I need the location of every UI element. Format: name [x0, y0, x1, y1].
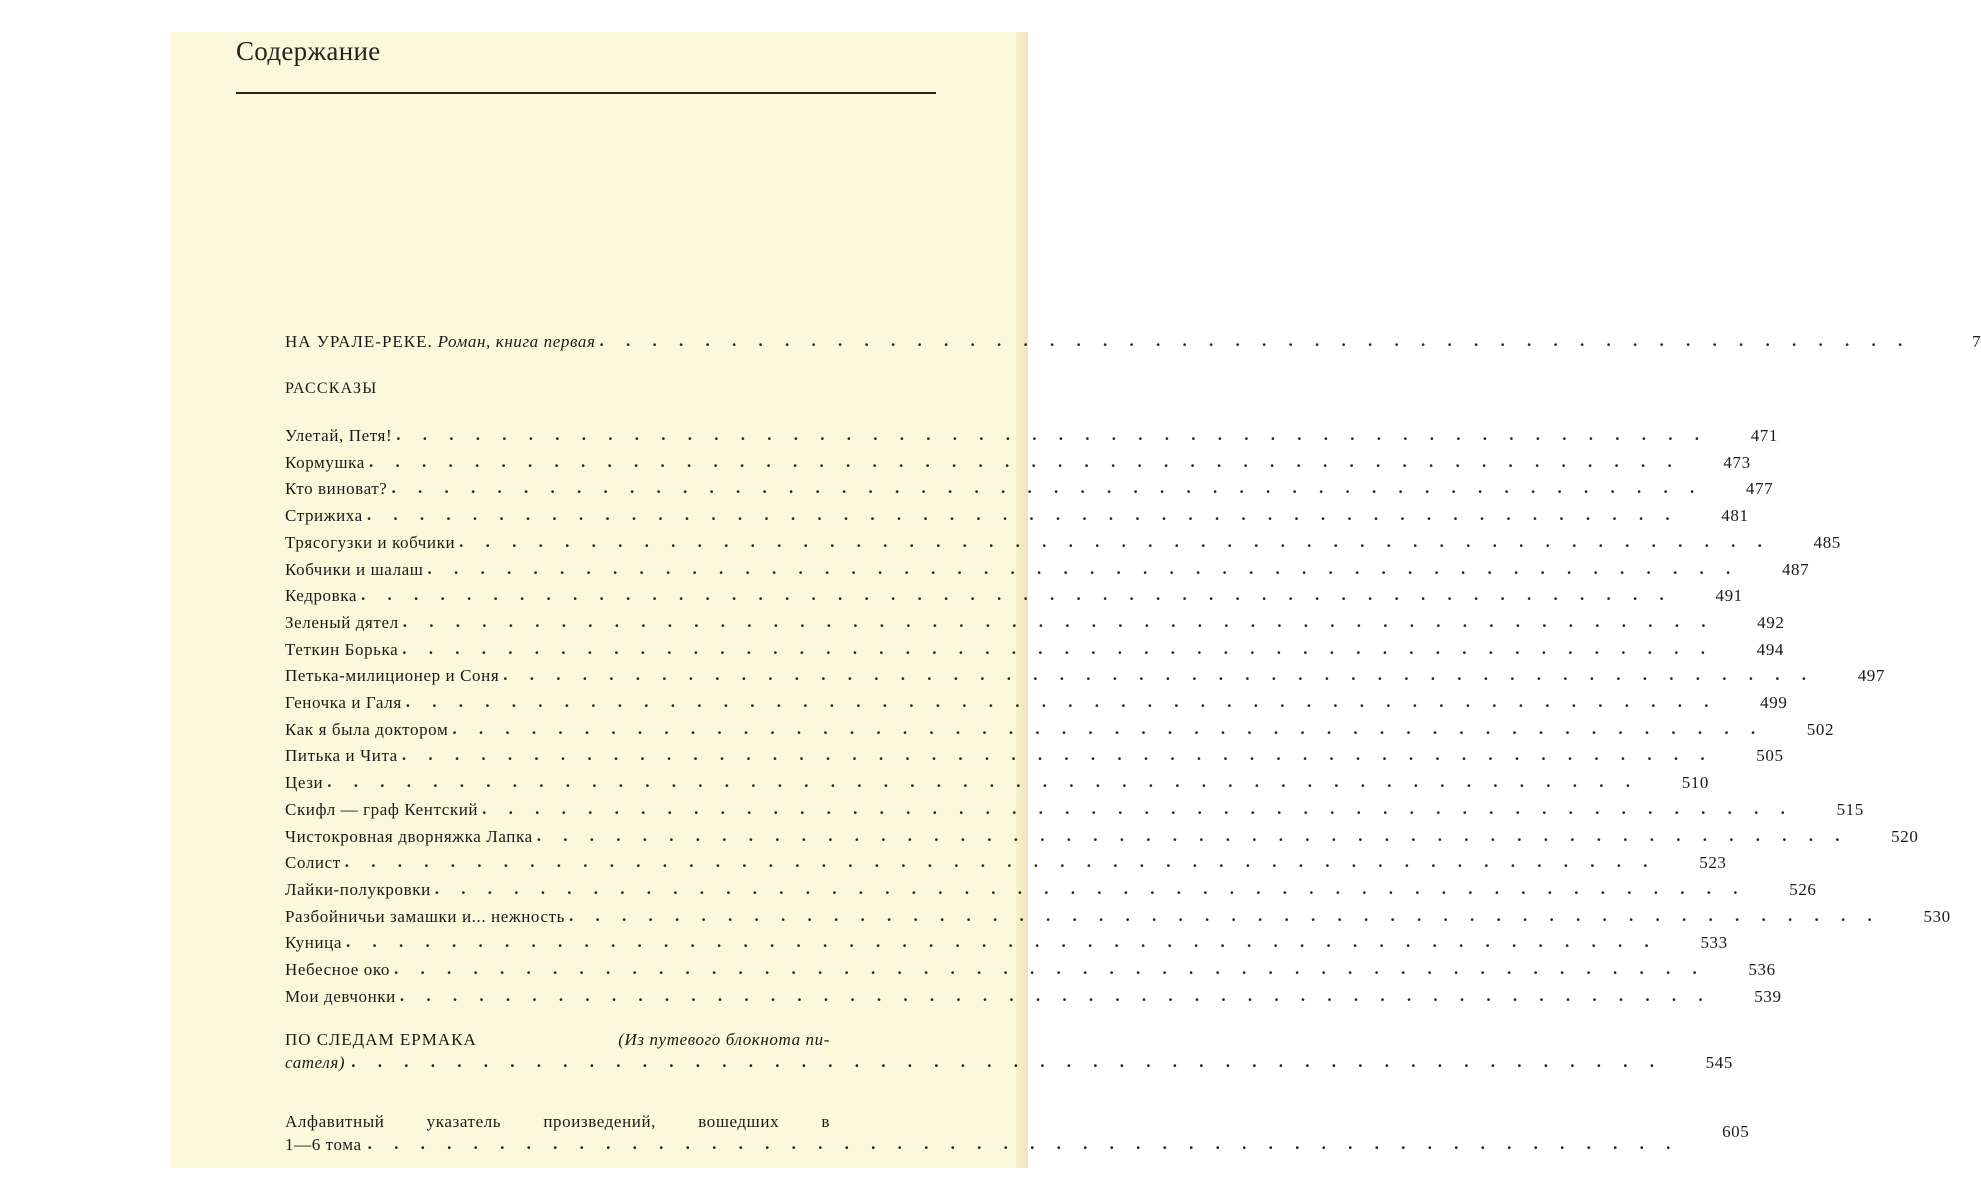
- toc-entry: [285, 981, 1782, 1007]
- toc-entry: [285, 580, 1743, 606]
- page-number: 471: [1750, 426, 1778, 445]
- entry-title: Куница: [285, 933, 342, 953]
- page-number: 545: [1705, 1053, 1733, 1072]
- entry-title: Небесное око: [285, 960, 390, 979]
- page-number: 533: [1700, 933, 1728, 953]
- page-number: 497: [1857, 666, 1885, 686]
- page-number: 523: [1699, 853, 1727, 873]
- leader-dots: . . . . . . . . . . . . . . . . . . . . . . . . . . . . . . . . . . . . . . . . . . . . . . . . . .: [393, 959, 1706, 978]
- toc-entry: [285, 821, 1919, 847]
- page-number: 520: [1891, 826, 1919, 846]
- page-number: 491: [1715, 586, 1743, 606]
- leader-dots: . . . . . . . . . . . . . . . . . . . . . . . . . . . . . . . . . . . . . . . . . . . . . . . . . .: [434, 878, 1747, 898]
- leader-dots: . . . . . . . . . . . . . . . . . . . . . . . . . . . . . . . . . . . . . . . . . . . . . . . . . .: [405, 692, 1718, 711]
- leader-dots: . . . . . . . . . . . . . . . . . . . . . . . . . . . . . . . . . . . . . . . . . . . . . . . . . .: [327, 772, 1639, 792]
- leader-dots: . . . . . . . . . . . . . . . . . . . . . . . . . . . . . . . . . . . . . . . . . . . . . . . . . .: [344, 852, 1657, 872]
- toc-entry: [285, 874, 1817, 900]
- leader-dots: . . . . . . . . . . . . . . . . . . . . . . . . . . . . . . . . . . . . . . . . . . . . . . . . . .: [427, 558, 1740, 578]
- index-word: в: [821, 1112, 830, 1131]
- page-number: 605: [1722, 1122, 1750, 1141]
- travel-subtitle-line2: сателя): [285, 1053, 346, 1072]
- entry-title: Кедровка: [285, 586, 358, 606]
- entry-title: Солист: [285, 853, 341, 873]
- leader-dots: . . . . . . . . . . . . . . . . . . . . . . . . . . . . . . . . . . . . . . . . . . . . . . . . . .: [452, 718, 1765, 738]
- entry-title: Улетай, Петя!: [285, 426, 393, 445]
- entry-title: Кормушка: [285, 452, 365, 472]
- entry-title: Теткин Борька: [285, 639, 399, 659]
- leader-dots: . . . . . . . . . . . . . . . . . . . . . . . . . . . . . . . . . . . . . . . . . . . . . . . . . .: [346, 932, 1658, 952]
- page-number: 510: [1681, 773, 1709, 793]
- leader-dots: . . . . . . . . . . . . . . . . . . . . . . . . . . . . . . . . . . . . . . . . . . . . . . . . . .: [368, 451, 1681, 471]
- leader-dots: . . . . . . . . . . . . . . . . . . . . . . . . . . . . . . . . . . . . . . . . . . . . . . . . . .: [503, 665, 1815, 685]
- toc-entry: [285, 420, 1778, 446]
- index-word: вошедших: [698, 1112, 780, 1131]
- toc-entry: [285, 447, 1751, 473]
- leader-dots: . . . . . . . . . . . . . . . . . . . . . . . . . . . . . . . . . . . . . . . . . . . . . . . . . .: [402, 638, 1715, 658]
- toc-entry: [285, 740, 1784, 766]
- index-word: Алфавитный: [285, 1112, 385, 1131]
- travel-title: ПО СЛЕДАМ ЕРМАКА: [285, 1030, 477, 1049]
- title-rule: [236, 92, 936, 94]
- page-number: 530: [1923, 906, 1951, 926]
- entry-title: Зеленый дятел: [285, 612, 399, 632]
- travel-subtitle-line1: (Из путевого блокнота пи-: [618, 1030, 830, 1049]
- entry-title: Питька и Чита: [285, 746, 398, 766]
- entry-title: Геночка и Галя: [285, 693, 402, 712]
- entry-title: Стрижиха: [285, 506, 363, 526]
- page-number: 526: [1789, 879, 1817, 899]
- toc-entry: [285, 687, 1788, 713]
- page-number: 492: [1757, 612, 1785, 632]
- toc-entry: [285, 901, 1951, 927]
- leader-dots: . . . . . . . . . . . . . . . . . . . . . . . . . . . . . . . . . . . . . . . . . . . . . . . . . .: [367, 1134, 1680, 1153]
- page-number: 481: [1721, 506, 1749, 526]
- toc-entry: [285, 714, 1835, 740]
- entry-title: Петька-милиционер и Соня: [285, 666, 500, 686]
- index-word: произведений,: [543, 1112, 657, 1131]
- page-number: 515: [1836, 799, 1864, 819]
- index-line2: 1—6 тома: [285, 1135, 362, 1154]
- toc-entry: [285, 927, 1728, 953]
- entry-title: Лайки-полукровки: [285, 879, 431, 899]
- page-number: 505: [1756, 746, 1784, 766]
- page-number: 487: [1781, 559, 1810, 579]
- section-heading: РАССКАЗЫ: [285, 380, 378, 397]
- entry-title: Кобчики и шалаш: [285, 559, 424, 579]
- toc-entry: [285, 660, 1885, 686]
- leader-dots: . . . . . . . . . . . . . . . . . . . . . . . . . . . . . . . . . . . . . . . . . . . . . . . . . .: [351, 1052, 1663, 1071]
- leader-dots: . . . . . . . . . . . . . . . . . . . . . . . . . . . . . . . . . . . . . . . . . . . . . . . . . .: [536, 825, 1849, 845]
- entry-title: Трясогузки и кобчики: [285, 532, 456, 552]
- leader-dots: . . . . . . . . . . . . . . . . . . . . . . . . . . . . . . . . . . . . . . . . . . . . . . . . . .: [361, 585, 1673, 605]
- page-number: 539: [1754, 986, 1782, 1006]
- toc-entry: [285, 527, 1841, 553]
- novel-title: НА УРАЛЕ-РЕКЕ.: [285, 332, 433, 351]
- entry-title: Цези: [285, 773, 324, 793]
- entry-title: Скифл — граф Кентский: [285, 799, 479, 819]
- toc-entry-travel: [285, 1030, 1733, 1073]
- leader-dots: . . . . . . . . . . . . . . . . . . . . . . . . . . . . . . . . . . . . . . . . . . . . . . . . . .: [401, 745, 1714, 765]
- leader-dots: . . . . . . . . . . . . . . . . . . . . . . . . . . . . . . . . . . . . . . . . . . . . . . . . . .: [569, 905, 1881, 925]
- leader-dots: . . . . . . . . . . . . . . . . . . . . . . . . . . . . . . . . . . . . . . . . . . . . . . . . . .: [402, 611, 1715, 631]
- toc-entry: [285, 847, 1727, 873]
- page-number: 7: [1972, 332, 1981, 351]
- entry-title: Разбойничьи замашки и... нежность: [285, 906, 565, 926]
- leader-dots: . . . . . . . . . . . . . . . . . . . . . . . . . . . . . . . . . . . . . . . . . . . . . . . . . .: [391, 478, 1704, 498]
- entry-title: Мои девчонки: [285, 986, 396, 1006]
- toc-entry: [285, 473, 1774, 499]
- page-number: 485: [1813, 532, 1841, 552]
- toc-entry: [285, 954, 1776, 980]
- page-number: 494: [1756, 639, 1785, 659]
- page-number: 499: [1760, 693, 1788, 712]
- entry-title: Чистокровная дворняжка Лапка: [285, 826, 533, 846]
- page-number: 477: [1745, 479, 1774, 499]
- toc-entry: [285, 500, 1749, 526]
- leader-dots: . . . . . . . . . . . . . . . . . . . . . . . . . . . . . . . . . . . . . . . . . . . . . . . . . .: [366, 505, 1679, 525]
- index-word: указатель: [426, 1112, 502, 1131]
- toc-entry: [285, 607, 1785, 633]
- toc-entry: [285, 767, 1709, 793]
- toc-entry: [285, 554, 1810, 580]
- toc-entry: [285, 634, 1785, 660]
- leader-dots: . . . . . . . . . . . . . . . . . . . . . . . . . . . . . . . . . . . . . . . . . . . . . . . . . .: [399, 985, 1712, 1005]
- leader-dots: . . . . . . . . . . . . . . . . . . . . . . . . . . . . . . . . . . . . . . . . . . . . . . . . . .: [459, 531, 1771, 551]
- page-title: Содержание: [236, 36, 381, 66]
- toc-entry: [285, 794, 1864, 820]
- leader-dots: . . . . . . . . . . . . . . . . . . . . . . . . . . . . . . . . . . . . . . . . . . . . . . . . . .: [599, 331, 1912, 350]
- page-number: 536: [1748, 960, 1776, 979]
- entry-title: Кто виноват?: [285, 479, 388, 499]
- toc-entry-novel: [285, 326, 1981, 352]
- leader-dots: . . . . . . . . . . . . . . . . . . . . . . . . . . . . . . . . . . . . . . . . . . . . . . . . . .: [482, 798, 1794, 818]
- toc-entry-index: [285, 1112, 1750, 1155]
- novel-subtitle: Роман, книга первая: [437, 332, 596, 351]
- page-number: 502: [1806, 719, 1835, 739]
- entry-title: Как я была доктором: [285, 719, 449, 739]
- leader-dots: . . . . . . . . . . . . . . . . . . . . . . . . . . . . . . . . . . . . . . . . . . . . . . . . . .: [396, 425, 1708, 444]
- page-number: 473: [1723, 452, 1751, 472]
